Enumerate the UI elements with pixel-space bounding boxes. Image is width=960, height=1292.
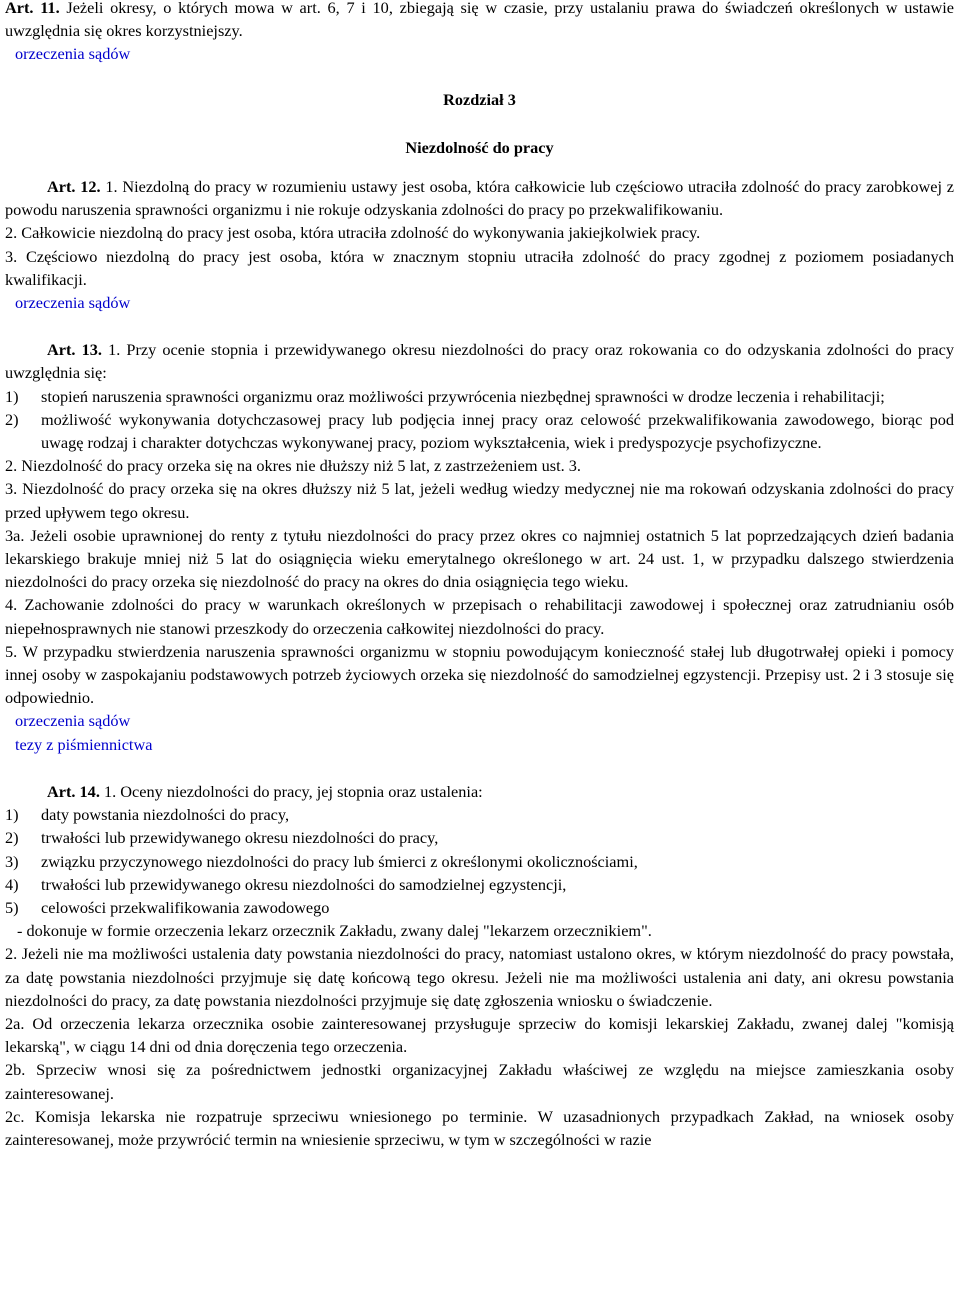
list-item-number: 5) xyxy=(5,897,19,917)
art-11-heading: Art. 11. xyxy=(5,0,60,17)
art-11-text: Jeżeli okresy, o których mowa w art. 6, 7 i 10, zbiegają się w czasie, przy ustalaniu prawa do świadczeń określonych w ustawie uwzględnia się okres korzystniejszy. xyxy=(5,0,955,41)
list-item-number: 2) xyxy=(5,409,19,429)
chapter-title: Niezdolność do pracy xyxy=(405,137,554,157)
list-item-text: trwałości lub przewidywanego okresu niezdolności do pracy, xyxy=(41,828,439,848)
art-13-paragraph-4: 4. Zachowanie zdolności do pracy w warunkach określonych w przepisach o rehabilitacji zawodowej i społecznej oraz zatrudnianiu osób niepełnosprawnych nie stanowi przeszkody do orzeczenia całkowitej niezdolności do pracy. xyxy=(5,595,954,638)
list-item-text: daty powstania niezdolności do pracy, xyxy=(41,805,290,825)
art-13-heading: Art. 13. xyxy=(47,340,102,360)
list-item xyxy=(5,385,954,408)
literature-theses-link[interactable]: tezy z piśmiennictwa xyxy=(15,734,153,754)
list-item-text: stopień naruszenia sprawności organizmu oraz możliwości przywrócenia niezbędnej sprawności w drodze leczenia i rehabilitacji; xyxy=(41,386,885,406)
art-13-text-1: 1. Przy ocenie stopnia i przewidywanego okresu niezdolności do pracy oraz rokowania co do odzyskania zdolności do pracy uwzględnia się: xyxy=(5,340,954,383)
art-13-paragraph-2: 2. Niezdolność do pracy orzeka się na okres nie dłuższy niż 5 lat, z zastrzeżeniem ust. 3. xyxy=(5,456,581,476)
art-12-text-1: 1. Niezdolną do pracy w rozumieniu ustawy jest osoba, która całkowicie lub częściowo utraciła zdolność do pracy zarobkowej z powodu naruszenia sprawności organizmu i nie rokuje odzyskania zdolności do pracy po przekwalifikowaniu. xyxy=(5,177,955,220)
list-item xyxy=(5,826,954,849)
list-item xyxy=(5,408,954,454)
art-11-paragraph xyxy=(5,0,954,42)
art-12-heading: Art. 12. xyxy=(47,177,101,197)
court-rulings-link[interactable]: orzeczenia sądów xyxy=(15,293,131,313)
list-item-number: 4) xyxy=(5,874,19,894)
list-item xyxy=(5,896,954,919)
list-item xyxy=(5,873,954,896)
list-item-number: 2) xyxy=(5,828,19,848)
art-14-paragraph-1 xyxy=(5,780,954,803)
art-14-paragraph-2c: 2c. Komisja lekarska nie rozpatruje sprzeciwu wniesionego po terminie. W uzasadnionych przypadkach Zakład, na wniosek osoby zainteresowanej, może przywrócić termin na wniesienie sprzeciwu, w tym w szczególności w razie xyxy=(5,1106,954,1149)
list-item-text: trwałości lub przewidywanego okresu niezdolności do samodzielnej egzystencji, xyxy=(41,874,567,894)
art-14-paragraph-2: 2. Jeżeli nie ma możliwości ustalenia daty powstania niezdolności do pracy, natomiast ustalono okres, w którym niezdolność do pracy powstała, za datę powstania niezdolności przyjmuje się datę końcową tego okresu. Jeżeli nie ma możliwości ustalenia ani daty, ani okresu powstania niezdolności do pracy, za datę powstania niezdolności przyjmuje się datę zgłoszenia wniosku o świadczenie. xyxy=(5,944,954,1010)
art-13-paragraph-3: 3. Niezdolność do pracy orzeka się na okres dłuższy niż 5 lat, jeżeli według wiedzy medycznej nie ma rokowań odzyskania zdolności do pracy przed upływem tego okresu. xyxy=(5,479,954,522)
list-item-text: związku przyczynowego niezdolności do pracy lub śmierci z określonymi okolicznościami, xyxy=(41,851,638,871)
list-item-number: 1) xyxy=(5,805,19,825)
art-14-heading: Art. 14. xyxy=(47,781,100,801)
art-12-paragraph-1 xyxy=(5,175,954,221)
art-14-paragraph-2a: 2a. Od orzeczenia lekarza orzecznika osobie zainteresowanej przysługuje sprzeciw do komisji lekarskiej Zakładu, zwanej dalej "komisją lekarską", w ciągu 14 dni od dnia doręczenia tego orzeczenia. xyxy=(5,1013,954,1057)
art-12-paragraph-3: 3. Częściowo niezdolną do pracy jest osoba, która w znacznym stopniu utraciła zdolność do pracy zgodnej z poziomem posiadanych kwalifikacji. xyxy=(5,246,954,289)
art-14-text-1: 1. Oceny niezdolności do pracy, jej stopnia oraz ustalenia: xyxy=(103,781,483,801)
list-item-text: możliwość wykonywania dotychczasowej pracy lub podjęcia innej pracy oraz celowość przekwalifikowania zawodowego, biorąc pod uwagę rodzaj i charakter dotychczas wykonywanej pracy, poziom wykształcenia, wiek i predyspozycje psychofizyczne. xyxy=(41,409,954,453)
chapter-number: Rozdział 3 xyxy=(443,89,516,109)
list-item-text: celowości przekwalifikowania zawodowego xyxy=(41,897,330,917)
art-13-paragraph-3a: 3a. Jeżeli osobie uprawnionej do renty z tytułu niezdolności do pracy przez okres co najmniej ostatnich 5 lat poprzedzających dzień badania lekarskiego brakuje mniej niż 5 lat do osiągnięcia wieku emerytalnego określonego w art. 24 ust. 1, w przypadku dalszego stwierdzenia niezdolności do pracy orzeka się niezdolność do pracy na okres do dnia osiągnięcia tego wieku. xyxy=(5,525,954,592)
art-12-paragraph-2: 2. Całkowicie niezdolną do pracy jest osoba, która utraciła zdolność do wykonywania jakiejkolwiek pracy. xyxy=(5,223,701,243)
art-13-paragraph-5: 5. W przypadku stwierdzenia naruszenia sprawności organizmu w stopniu powodującym konieczność stałej lub długotrwałej opieki i pomocy innej osoby w zaspokajaniu podstawowych potrzeb życiowych orzeka się niezdolność do samodzielnej egzystencji. Przepisy ust. 2 i 3 stosuje się odpowiednio. xyxy=(5,641,954,708)
art-13-paragraph-1 xyxy=(5,338,954,384)
list-item-number: 1) xyxy=(5,386,19,406)
court-rulings-link[interactable]: orzeczenia sądów xyxy=(15,44,131,64)
list-item-number: 3) xyxy=(5,851,19,871)
art-14-closing: - dokonuje w formie orzeczenia lekarz orzecznik Zakładu, zwany dalej "lekarzem orzecznikiem". xyxy=(17,921,652,941)
list-item xyxy=(5,850,954,873)
art-14-paragraph-2b: 2b. Sprzeciw wnosi się za pośrednictwem jednostki organizacyjnej Zakładu właściwej ze względu na miejsce zamieszkania osoby zainteresowanej. xyxy=(5,1060,954,1103)
court-rulings-link[interactable]: orzeczenia sądów xyxy=(15,711,131,731)
list-item xyxy=(5,803,954,826)
